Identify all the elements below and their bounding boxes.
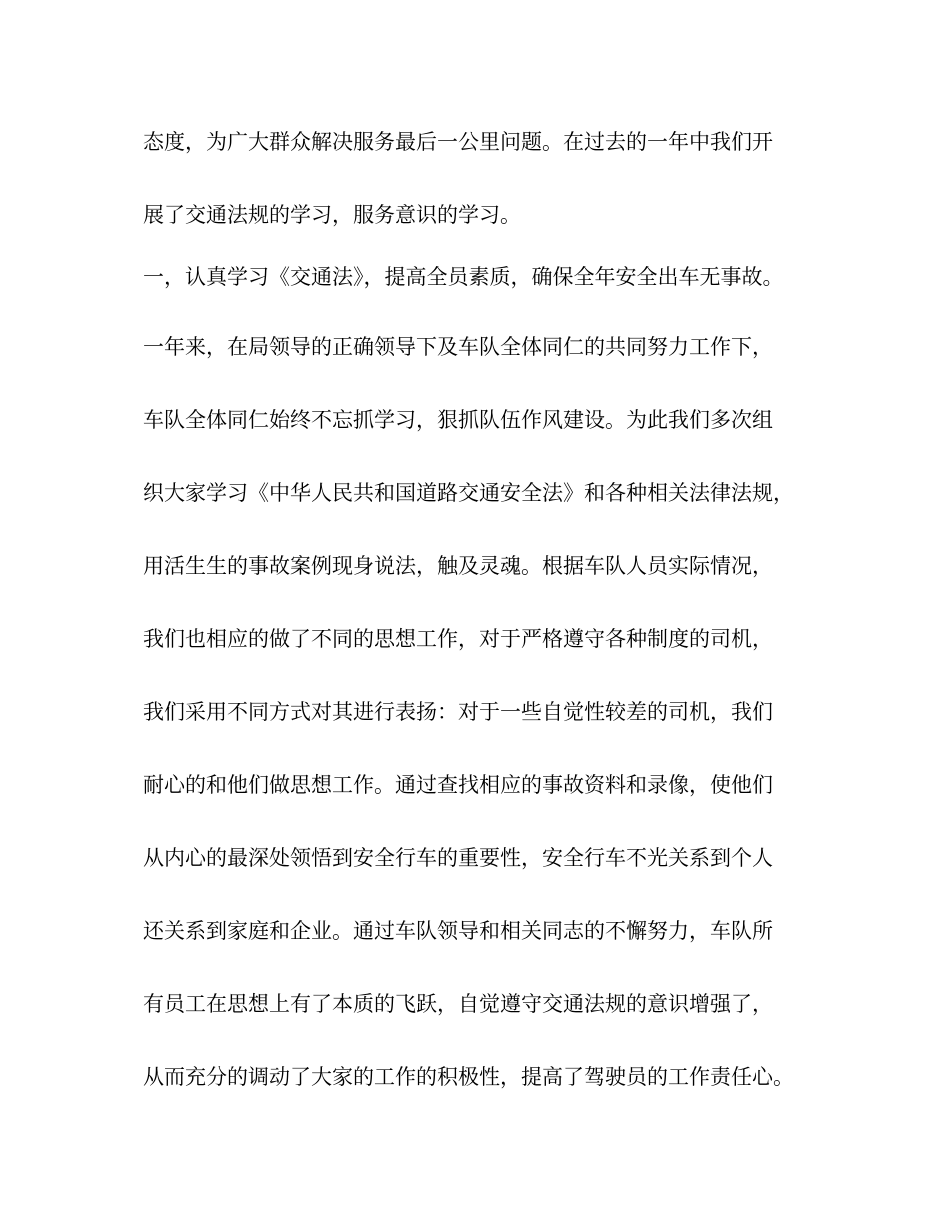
- body-text-line: 我们采用不同方式对其进行表扬：对于一些自觉性较差的司机，我们: [143, 700, 773, 724]
- body-text-line: 我们也相应的做了不同的思想工作，对于严格遵守各种制度的司机，: [143, 627, 773, 651]
- body-text-line: 从内心的最深处领悟到安全行车的重要性，安全行车不光关系到个人: [143, 846, 773, 870]
- body-text-line: 展了交通法规的学习，服务意识的学习。: [143, 203, 521, 227]
- body-text-line: 织大家学习《中华人民共和国道路交通安全法》和各种相关法律法规，: [143, 481, 794, 505]
- body-text-line: 用活生生的事故案例现身说法，触及灵魂。根据车队人员实际情况，: [143, 554, 773, 578]
- section-heading: 一，认真学习《交通法》，提高全员素质，确保全年安全出车无事故。: [143, 265, 784, 289]
- body-text-line: 耐心的和他们做思想工作。通过查找相应的事故资料和录像，使他们: [143, 773, 773, 797]
- body-text-line: 还关系到家庭和企业。通过车队领导和相关同志的不懈努力，车队所: [143, 919, 773, 943]
- body-text-line: 有员工在思想上有了本质的飞跃，自觉遵守交通法规的意识增强了，: [143, 992, 773, 1016]
- body-text-line: 车队全体同仁始终不忘抓学习，狠抓队伍作风建设。为此我们多次组: [143, 408, 773, 432]
- body-text-line: 一年来，在局领导的正确领导下及车队全体同仁的共同努力工作下，: [143, 335, 773, 359]
- body-text-line: 从而充分的调动了大家的工作的积极性，提高了驾驶员的工作责任心。: [143, 1065, 794, 1089]
- body-text-line: 态度，为广大群众解决服务最后一公里问题。在过去的一年中我们开: [143, 130, 773, 154]
